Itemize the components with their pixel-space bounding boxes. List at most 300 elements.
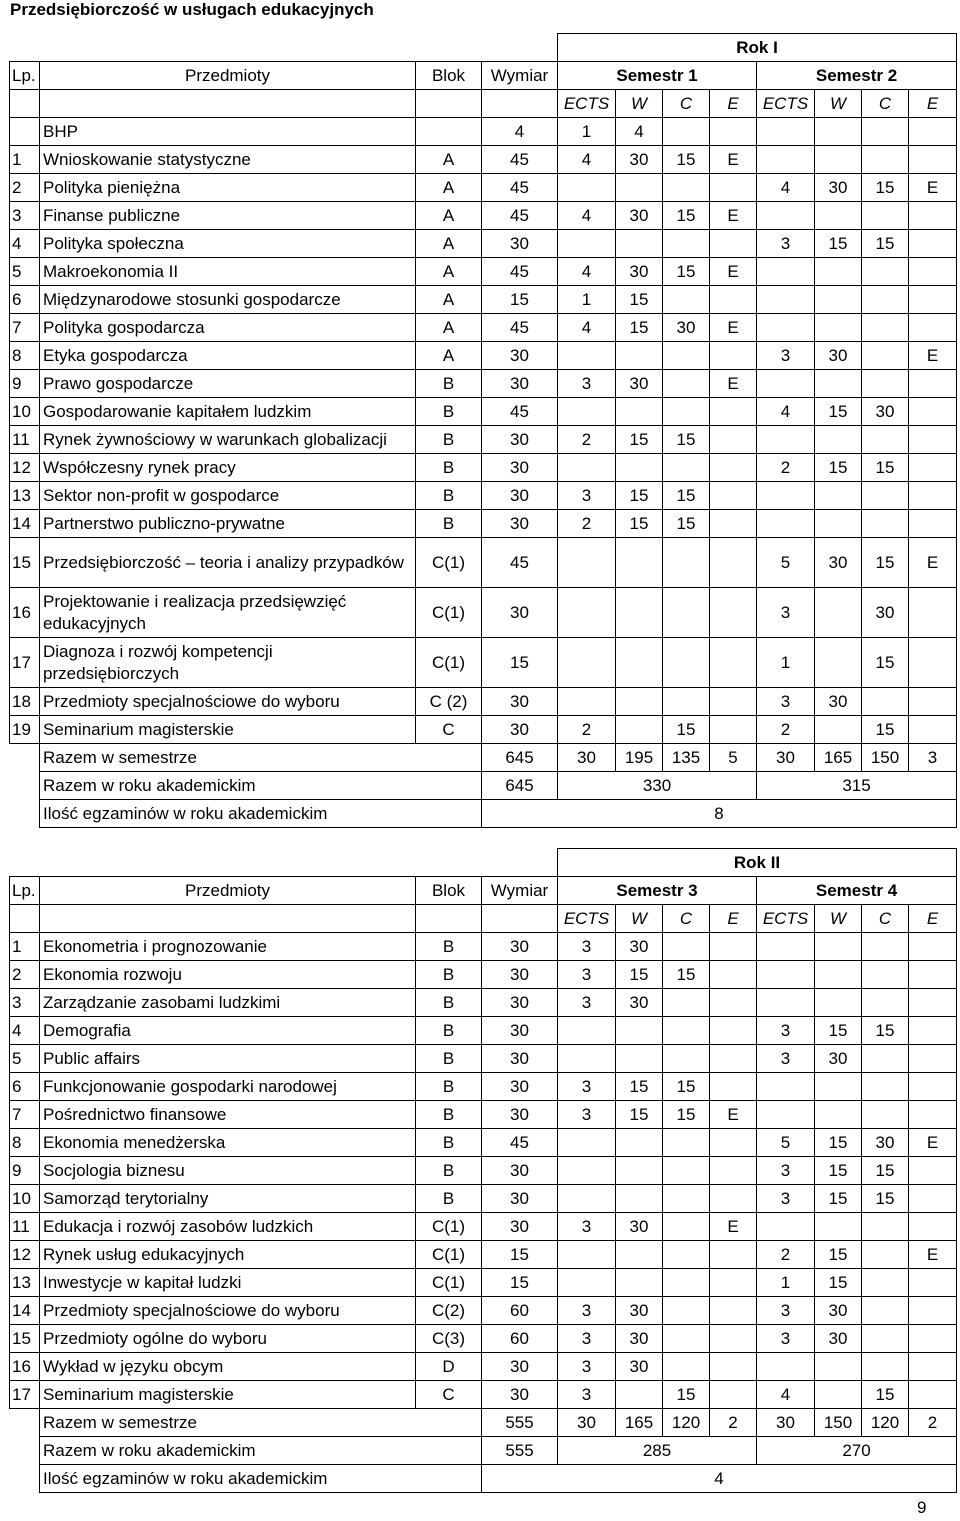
header-col-w-b: W	[815, 90, 862, 118]
row-lp: 11	[10, 1213, 40, 1241]
row-subject: Public affairs	[40, 1045, 416, 1073]
year-label: Rok II	[558, 849, 957, 877]
row-c-a	[663, 1241, 710, 1269]
table-row	[10, 426, 957, 454]
header-blank	[416, 905, 482, 933]
row-e-b	[909, 426, 957, 454]
row-lp: 5	[10, 258, 40, 286]
header-col-ects-a: ECTS	[558, 905, 616, 933]
sum-spacer	[10, 744, 40, 772]
row-e-b	[909, 1185, 957, 1213]
row-c-a	[663, 1045, 710, 1073]
row-c-a	[663, 286, 710, 314]
exams-label: Ilość egzaminów w roku akademickim	[40, 800, 482, 828]
row-e-b	[909, 1045, 957, 1073]
row-w-b: 30	[815, 1045, 862, 1073]
row-subject: BHP	[40, 118, 416, 146]
row-blok: C(2)	[416, 1297, 482, 1325]
row-ects-b: 3	[757, 1325, 815, 1353]
row-blok: C(1)	[416, 588, 482, 638]
row-wymiar: 30	[482, 1353, 558, 1381]
row-c-a: 15	[663, 146, 710, 174]
header-blank	[10, 905, 40, 933]
row-wymiar: 30	[482, 1101, 558, 1129]
page-number: 9	[917, 1498, 927, 1517]
row-wymiar: 45	[482, 174, 558, 202]
row-w-b: 15	[815, 1017, 862, 1045]
row-lp: 18	[10, 688, 40, 716]
row-subject: Polityka społeczna	[40, 230, 416, 258]
row-wymiar: 30	[482, 1157, 558, 1185]
exams-row	[10, 800, 957, 828]
row-ects-b	[757, 146, 815, 174]
row-e-b: E	[909, 342, 957, 370]
row-ects-a: 2	[558, 510, 616, 538]
semester-b-label: Semestr 2	[757, 62, 957, 90]
row-lp: 12	[10, 1241, 40, 1269]
row-subject: Sektor non-profit w gospodarce	[40, 482, 416, 510]
row-wymiar: 30	[482, 370, 558, 398]
row-lp: 15	[10, 538, 40, 588]
row-ects-a	[558, 398, 616, 426]
row-w-b	[815, 146, 862, 174]
row-blok: B	[416, 1129, 482, 1157]
row-ects-b	[757, 314, 815, 342]
row-subject: Wnioskowanie statystyczne	[40, 146, 416, 174]
row-e-a	[710, 454, 757, 482]
row-ects-b	[757, 426, 815, 454]
header-col-c-b: C	[862, 90, 909, 118]
row-c-b	[862, 688, 909, 716]
row-w-b	[815, 314, 862, 342]
row-w-b: 15	[815, 398, 862, 426]
row-subject: Socjologia biznesu	[40, 1157, 416, 1185]
row-w-b: 30	[815, 538, 862, 588]
row-blok: B	[416, 510, 482, 538]
header-col-ects-b: ECTS	[757, 905, 815, 933]
row-subject: Edukacja i rozwój zasobów ludzkich	[40, 1213, 416, 1241]
row-ects-a: 4	[558, 258, 616, 286]
row-subject: Makroekonomia II	[40, 258, 416, 286]
row-w-a: 30	[616, 1213, 663, 1241]
row-w-b	[815, 286, 862, 314]
row-c-a	[663, 118, 710, 146]
row-c-a: 15	[663, 510, 710, 538]
table-row	[10, 174, 957, 202]
row-c-a	[663, 1353, 710, 1381]
row-e-b	[909, 1073, 957, 1101]
row-ects-a	[558, 1017, 616, 1045]
row-subject: Diagnoza i rozwój kompetencji przedsiębiorczych	[40, 638, 416, 688]
row-c-b: 30	[862, 1129, 909, 1157]
row-wymiar: 30	[482, 426, 558, 454]
semester-a-label: Semestr 1	[558, 62, 757, 90]
row-w-a: 15	[616, 1073, 663, 1101]
table-row	[10, 588, 957, 638]
row-w-b	[815, 510, 862, 538]
row-blok: A	[416, 258, 482, 286]
row-c-b: 15	[862, 1381, 909, 1409]
row-w-a	[616, 1017, 663, 1045]
header-row-year	[10, 34, 957, 62]
row-blok: B	[416, 482, 482, 510]
row-ects-a	[558, 1157, 616, 1185]
row-ects-a: 3	[558, 1297, 616, 1325]
row-c-b	[862, 1325, 909, 1353]
table-row	[10, 538, 957, 588]
row-e-a	[710, 638, 757, 688]
row-lp: 16	[10, 588, 40, 638]
row-lp: 9	[10, 1157, 40, 1185]
row-blok: B	[416, 933, 482, 961]
header-col-e-b: E	[909, 90, 957, 118]
row-e-b: E	[909, 1129, 957, 1157]
sum-year-wymiar: 645	[482, 772, 558, 800]
row-blok: A	[416, 286, 482, 314]
row-wymiar: 30	[482, 588, 558, 638]
row-subject: Wykład w języku obcym	[40, 1353, 416, 1381]
sum-year-sem-b: 315	[757, 772, 957, 800]
row-ects-b: 3	[757, 1045, 815, 1073]
row-subject: Demografia	[40, 1017, 416, 1045]
row-e-a	[710, 1185, 757, 1213]
row-ects-b	[757, 482, 815, 510]
row-ects-a	[558, 688, 616, 716]
row-lp: 6	[10, 286, 40, 314]
row-subject: Współczesny rynek pracy	[40, 454, 416, 482]
header-przedmioty: Przedmioty	[40, 62, 416, 90]
table-row	[10, 1325, 957, 1353]
row-wymiar: 30	[482, 1381, 558, 1409]
table-row	[10, 454, 957, 482]
row-blok: B	[416, 1185, 482, 1213]
row-lp: 7	[10, 1101, 40, 1129]
row-c-a	[663, 688, 710, 716]
row-ects-b: 3	[757, 1017, 815, 1045]
row-wymiar: 45	[482, 202, 558, 230]
row-e-a	[710, 688, 757, 716]
row-e-b	[909, 1269, 957, 1297]
row-ects-b: 1	[757, 638, 815, 688]
row-blok: B	[416, 398, 482, 426]
row-e-b	[909, 314, 957, 342]
row-c-a	[663, 1017, 710, 1045]
row-c-a	[663, 230, 710, 258]
row-ects-a: 1	[558, 118, 616, 146]
row-w-a	[616, 688, 663, 716]
row-ects-b	[757, 961, 815, 989]
row-c-a	[663, 1325, 710, 1353]
row-c-b: 15	[862, 1157, 909, 1185]
row-wymiar: 30	[482, 342, 558, 370]
table-row	[10, 1017, 957, 1045]
sum-spacer	[10, 1437, 40, 1465]
row-e-a	[710, 286, 757, 314]
sum-spacer	[10, 1409, 40, 1437]
header-blank	[10, 90, 40, 118]
row-ects-b: 4	[757, 1381, 815, 1409]
row-w-a: 30	[616, 989, 663, 1017]
row-ects-a: 3	[558, 1381, 616, 1409]
header-row-columns	[10, 90, 957, 118]
row-blok: B	[416, 426, 482, 454]
row-w-a: 30	[616, 933, 663, 961]
row-blok: A	[416, 202, 482, 230]
row-w-a	[616, 342, 663, 370]
row-w-b: 15	[815, 454, 862, 482]
row-c-a	[663, 989, 710, 1017]
row-w-a	[616, 398, 663, 426]
row-e-b: E	[909, 174, 957, 202]
row-ects-b: 1	[757, 1269, 815, 1297]
sum-semester-value: 150	[815, 1409, 862, 1437]
row-e-a	[710, 716, 757, 744]
row-w-a: 30	[616, 1297, 663, 1325]
row-ects-a: 3	[558, 370, 616, 398]
row-ects-a: 3	[558, 1325, 616, 1353]
table-row	[10, 1213, 957, 1241]
table-row	[10, 314, 957, 342]
row-w-a	[616, 1269, 663, 1297]
header-row-main	[10, 62, 957, 90]
row-ects-b: 3	[757, 1157, 815, 1185]
row-w-a	[616, 638, 663, 688]
row-wymiar: 60	[482, 1325, 558, 1353]
row-c-b	[862, 370, 909, 398]
row-subject: Prawo gospodarcze	[40, 370, 416, 398]
exams-count: 4	[482, 1465, 957, 1493]
row-wymiar: 30	[482, 1073, 558, 1101]
sum-semester-value: 555	[482, 1409, 558, 1437]
row-w-b	[815, 933, 862, 961]
row-e-b: E	[909, 1241, 957, 1269]
row-w-b: 15	[815, 1241, 862, 1269]
row-w-a: 30	[616, 1325, 663, 1353]
row-e-a	[710, 1157, 757, 1185]
row-wymiar: 30	[482, 961, 558, 989]
row-subject: Etyka gospodarcza	[40, 342, 416, 370]
row-e-b	[909, 1381, 957, 1409]
row-blok: A	[416, 146, 482, 174]
row-w-a	[616, 454, 663, 482]
row-c-b	[862, 1269, 909, 1297]
row-ects-b	[757, 1073, 815, 1101]
row-lp: 16	[10, 1353, 40, 1381]
row-ects-a	[558, 342, 616, 370]
row-subject: Projektowanie i realizacja przedsięwzięć edukacyjnych	[40, 588, 416, 638]
row-lp	[10, 118, 40, 146]
row-e-b	[909, 1213, 957, 1241]
row-c-b	[862, 202, 909, 230]
row-c-b	[862, 314, 909, 342]
row-w-a	[616, 230, 663, 258]
sum-semester-value: 645	[482, 744, 558, 772]
sum-semester-value: 165	[616, 1409, 663, 1437]
row-e-b	[909, 482, 957, 510]
row-w-b	[815, 961, 862, 989]
row-lp: 4	[10, 1017, 40, 1045]
row-e-b	[909, 1325, 957, 1353]
header-col-c-b: C	[862, 905, 909, 933]
sum-semester-value: 30	[757, 1409, 815, 1437]
row-c-b	[862, 1073, 909, 1101]
row-c-b: 15	[862, 1185, 909, 1213]
row-lp: 1	[10, 146, 40, 174]
row-lp: 10	[10, 398, 40, 426]
row-c-b	[862, 426, 909, 454]
row-w-a	[616, 1185, 663, 1213]
row-wymiar: 30	[482, 1017, 558, 1045]
row-lp: 19	[10, 716, 40, 744]
row-e-a	[710, 1297, 757, 1325]
row-e-a	[710, 174, 757, 202]
row-c-a	[663, 342, 710, 370]
row-wymiar: 15	[482, 1241, 558, 1269]
row-blok: C	[416, 716, 482, 744]
row-e-a	[710, 588, 757, 638]
sum-semester-value: 150	[862, 744, 909, 772]
header-col-ects-a: ECTS	[558, 90, 616, 118]
row-c-b	[862, 1101, 909, 1129]
row-c-b: 15	[862, 230, 909, 258]
row-subject: Finanse publiczne	[40, 202, 416, 230]
row-blok: A	[416, 342, 482, 370]
row-w-b: 15	[815, 1185, 862, 1213]
row-ects-a	[558, 638, 616, 688]
row-w-b: 30	[815, 688, 862, 716]
header-blank	[482, 90, 558, 118]
row-blok: B	[416, 454, 482, 482]
sum-spacer	[10, 772, 40, 800]
row-c-b	[862, 118, 909, 146]
row-blok: B	[416, 1157, 482, 1185]
row-ects-b	[757, 989, 815, 1017]
table-row	[10, 716, 957, 744]
row-e-a	[710, 398, 757, 426]
row-w-b	[815, 1073, 862, 1101]
table-row	[10, 1157, 957, 1185]
row-e-a	[710, 342, 757, 370]
row-e-a	[710, 1045, 757, 1073]
row-lp: 11	[10, 426, 40, 454]
row-subject: Ekonomia menedżerska	[40, 1129, 416, 1157]
row-e-b	[909, 454, 957, 482]
page-title: Przedsiębiorczość w usługach edukacyjnych	[10, 0, 374, 19]
table-row	[10, 961, 957, 989]
row-subject: Samorząd terytorialny	[40, 1185, 416, 1213]
row-ects-b: 3	[757, 688, 815, 716]
row-lp: 6	[10, 1073, 40, 1101]
row-w-a	[616, 1045, 663, 1073]
row-c-a	[663, 174, 710, 202]
row-lp: 1	[10, 933, 40, 961]
table-row	[10, 118, 957, 146]
row-w-b	[815, 1353, 862, 1381]
row-ects-b	[757, 258, 815, 286]
row-subject: Międzynarodowe stosunki gospodarcze	[40, 286, 416, 314]
row-w-b: 15	[815, 230, 862, 258]
row-wymiar: 30	[482, 688, 558, 716]
row-e-a	[710, 1017, 757, 1045]
row-w-b	[815, 588, 862, 638]
row-ects-a: 1	[558, 286, 616, 314]
row-subject: Seminarium magisterskie	[40, 1381, 416, 1409]
row-w-b	[815, 370, 862, 398]
row-ects-b	[757, 933, 815, 961]
row-c-b	[862, 510, 909, 538]
row-e-b	[909, 370, 957, 398]
row-blok: B	[416, 1045, 482, 1073]
row-ects-a	[558, 1045, 616, 1073]
row-lp: 2	[10, 174, 40, 202]
row-lp: 9	[10, 370, 40, 398]
table-row	[10, 258, 957, 286]
row-c-b	[862, 258, 909, 286]
row-c-a: 30	[663, 314, 710, 342]
row-blok: C(1)	[416, 638, 482, 688]
row-c-a	[663, 454, 710, 482]
row-e-a: E	[710, 258, 757, 286]
table-row	[10, 146, 957, 174]
sum-year-label: Razem w roku akademickim	[40, 1437, 482, 1465]
row-subject: Rynek usług edukacyjnych	[40, 1241, 416, 1269]
row-e-a	[710, 1325, 757, 1353]
row-ects-b	[757, 118, 815, 146]
header-blok: Blok	[416, 877, 482, 905]
exams-count: 8	[482, 800, 957, 828]
row-e-b	[909, 1017, 957, 1045]
row-w-a: 15	[616, 1101, 663, 1129]
row-ects-b	[757, 1101, 815, 1129]
row-ects-b: 3	[757, 342, 815, 370]
row-ects-a	[558, 454, 616, 482]
row-blok: A	[416, 174, 482, 202]
header-col-e-b: E	[909, 905, 957, 933]
row-wymiar: 60	[482, 1297, 558, 1325]
table-row	[10, 1185, 957, 1213]
sum-year-sem-b: 270	[757, 1437, 957, 1465]
row-e-b	[909, 146, 957, 174]
row-w-b	[815, 638, 862, 688]
row-w-b	[815, 1101, 862, 1129]
row-w-b	[815, 482, 862, 510]
sum-year-sem-a: 285	[558, 1437, 757, 1465]
row-e-a: E	[710, 146, 757, 174]
row-subject: Partnerstwo publiczno-prywatne	[40, 510, 416, 538]
row-blok: C(1)	[416, 538, 482, 588]
row-lp: 14	[10, 1297, 40, 1325]
row-ects-a: 4	[558, 314, 616, 342]
row-w-a: 15	[616, 426, 663, 454]
row-lp: 2	[10, 961, 40, 989]
year-label: Rok I	[558, 34, 957, 62]
row-e-b	[909, 398, 957, 426]
row-c-b	[862, 1241, 909, 1269]
row-ects-a: 3	[558, 1213, 616, 1241]
row-lp: 13	[10, 482, 40, 510]
row-blok: C (2)	[416, 688, 482, 716]
header-spacer	[10, 34, 558, 62]
row-w-a: 15	[616, 510, 663, 538]
row-wymiar: 45	[482, 314, 558, 342]
header-col-c-a: C	[663, 90, 710, 118]
row-e-b: E	[909, 538, 957, 588]
row-ects-a: 2	[558, 716, 616, 744]
row-wymiar: 45	[482, 398, 558, 426]
row-blok: D	[416, 1353, 482, 1381]
row-e-a	[710, 482, 757, 510]
row-ects-b: 5	[757, 1129, 815, 1157]
